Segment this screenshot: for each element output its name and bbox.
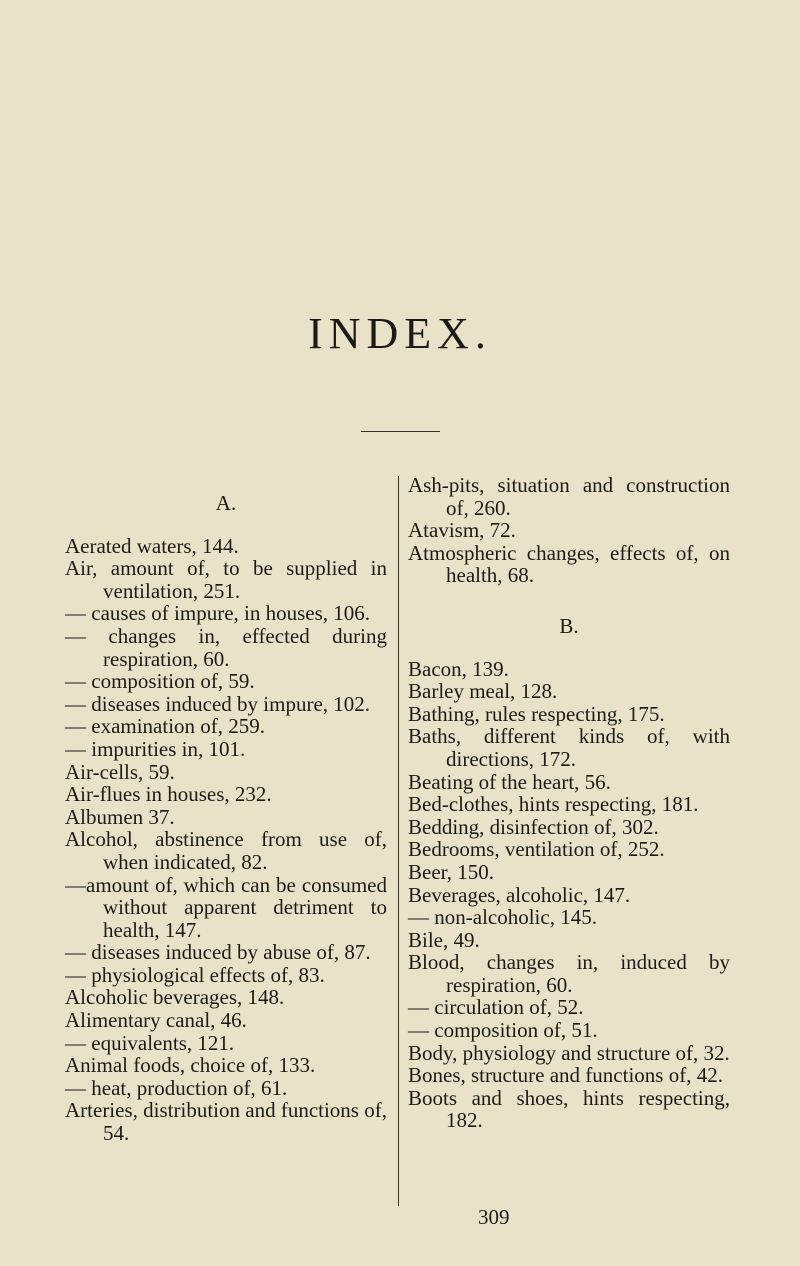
index-entry: Air-cells, 59. xyxy=(65,759,175,784)
index-entry: Ash-pits, situation and construction of, 260. xyxy=(408,473,730,520)
index-entry: — changes in, effected during respiration, 60. xyxy=(65,623,387,671)
index-entry: — heat, production of, 61. xyxy=(65,1075,288,1100)
index-entry: — examination of, 259. xyxy=(65,714,266,739)
index-entry: — impurities in, 101. xyxy=(65,736,246,761)
index-entry: Bones, structure and functions of, 42. xyxy=(408,1063,723,1088)
index-entry: Beverages, alcoholic, 147. xyxy=(408,882,631,907)
index-entry: Aerated waters, 144. xyxy=(65,533,239,558)
title-rule xyxy=(361,431,440,432)
index-entry: Alcohol, abstinence from use of, when indicated, 82. xyxy=(65,827,387,874)
index-entry: Bacon, 139. xyxy=(408,656,509,681)
index-entry: Albumen 37. xyxy=(65,804,175,829)
index-entry: Bed-clothes, hints respecting, 181. xyxy=(408,792,699,817)
left-column xyxy=(65,474,387,1145)
index-entry: Baths, different kinds of, with directions, 172. xyxy=(408,724,730,771)
index-entry: Air, amount of, to be supplied in ventilation, 251. xyxy=(65,556,387,603)
page-title: INDEX. xyxy=(308,309,492,358)
index-entry: Body, physiology and structure of, 32. xyxy=(408,1040,730,1065)
right-entries xyxy=(408,658,730,1132)
index-entry: Blood, changes in, induced by respiration, 60. xyxy=(408,950,730,997)
index-entry: Beating of the heart, 56. xyxy=(408,769,611,794)
index-entry: Bile, 49. xyxy=(408,927,480,952)
index-entry: Animal foods, choice of, 133. xyxy=(65,1053,316,1078)
right-column xyxy=(408,474,730,1132)
index-entry: Atmospheric changes, effects of, on health, 68. xyxy=(408,540,730,588)
index-entry: — composition of, 59. xyxy=(65,669,255,694)
index-entry: Atavism, 72. xyxy=(408,518,516,543)
index-entry: —amount of, which can be consumed without apparent detriment to health, 147. xyxy=(65,872,387,942)
left-entries xyxy=(65,535,387,1145)
index-entry: — diseases induced by impure, 102. xyxy=(65,691,371,716)
index-entry: Barley meal, 128. xyxy=(408,679,558,704)
index-entry: Alcoholic beverages, 148. xyxy=(65,985,285,1010)
column-divider xyxy=(398,476,399,1206)
index-entry: Air-flues in houses, 232. xyxy=(65,782,272,807)
index-entry: Arteries, distribution and functions of, 54. xyxy=(65,1098,387,1146)
page-number: 309 xyxy=(478,1205,510,1229)
index-entry: Alimentary canal, 46. xyxy=(65,1008,247,1033)
index-entry: — circulation of, 52. xyxy=(408,995,584,1020)
index-entry: — diseases induced by abuse of, 87. xyxy=(65,940,371,965)
index-entry: Boots and shoes, hints respecting, 182. xyxy=(408,1085,730,1133)
index-entry: — non-alcoholic, 145. xyxy=(408,905,597,930)
section-letter-b: B. xyxy=(559,613,579,638)
index-entry: Bedrooms, ventilation of, 252. xyxy=(408,837,665,862)
index-entry: — composition of, 51. xyxy=(408,1018,598,1043)
index-entry: Bedding, disinfection of, 302. xyxy=(408,814,659,839)
index-entry: — causes of impure, in houses, 106. xyxy=(65,601,371,626)
right-top-entries xyxy=(408,474,730,587)
section-letter-a: A. xyxy=(215,491,237,515)
index-entry: — equivalents, 121. xyxy=(65,1030,235,1055)
index-entry: — physiological effects of, 83. xyxy=(65,962,325,987)
index-entry: Bathing, rules respecting, 175. xyxy=(408,701,665,726)
index-entry: Beer, 150. xyxy=(408,859,495,884)
